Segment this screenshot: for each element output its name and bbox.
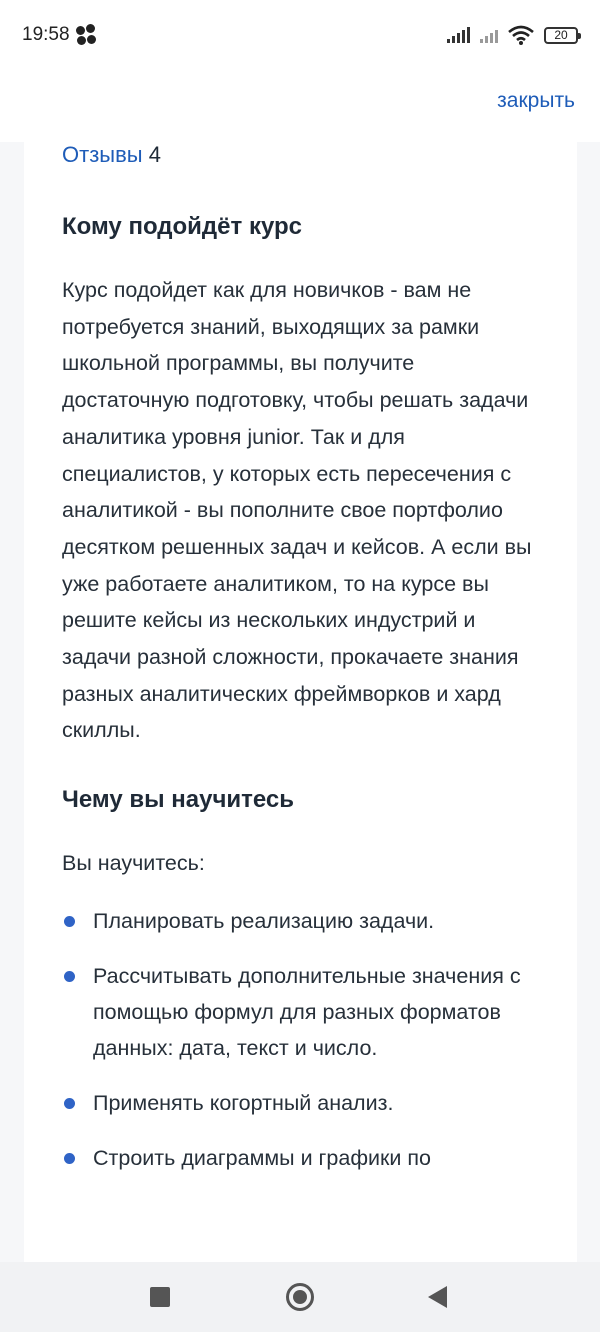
suitable-section-text: Курс подойдет как для новичков - вам не потребуется знаний, выходящих за рамки школьной программы, вы получите достаточную подготовку, чтобы решать задачи аналитика уровня junior. Так и для специалистов, у которых есть пересечения с аналитикой - вы пополните свое портфолио десятком решенных задач и кейсов. А если вы уже работаете аналитиком, то на курсе вы решите кейсы из нескольких индустрий и задачи разной сложности, прокачаете знания разных аналитических фреймворков и хард скиллы. — [62, 278, 532, 743]
list-item — [62, 1085, 539, 1121]
top-bar — [0, 70, 600, 142]
content-card — [24, 142, 577, 1262]
list-item — [62, 1140, 539, 1176]
list-item-text: Рассчитывать дополнительные значения с помощью формул для разных форматов данных: дата, текст и число. — [93, 964, 521, 1061]
back-triangle-icon[interactable] — [428, 1286, 447, 1308]
close-link[interactable]: закрыть — [497, 89, 575, 112]
reviews-row — [62, 142, 539, 168]
bullet-dot-icon — [64, 1153, 75, 1164]
content-inner — [24, 142, 577, 1176]
home-circle-icon[interactable] — [286, 1283, 314, 1311]
learn-section-title: Чему вы научитесь — [62, 786, 295, 814]
system-nav-bar — [0, 1262, 600, 1332]
status-left — [22, 24, 96, 46]
battery-icon: 20 — [544, 27, 578, 44]
status-right — [447, 25, 578, 45]
reviews-link[interactable]: Отзывы — [62, 142, 143, 167]
list-item — [62, 958, 539, 1066]
learn-list — [62, 903, 539, 1176]
bullet-dot-icon — [64, 916, 75, 927]
list-item-text: Строить диаграммы и графики по — [93, 1146, 432, 1171]
suitable-section-title: Кому подойдёт курс — [62, 213, 302, 240]
signal-no-service-icon — [480, 27, 498, 43]
notification-dots-icon — [76, 24, 96, 46]
reviews-count: 4 — [148, 142, 161, 167]
list-item — [62, 903, 539, 939]
list-item-text: Применять когортный анализ. — [93, 1091, 394, 1116]
wifi-icon — [508, 25, 534, 45]
status-bar — [0, 0, 600, 70]
bullet-dot-icon — [64, 971, 75, 982]
learn-intro: Вы научитесь: — [62, 851, 205, 876]
status-time: 19:58 — [22, 24, 70, 45]
signal-icon — [447, 27, 470, 43]
recents-square-icon[interactable] — [150, 1287, 170, 1307]
list-item-text: Планировать реализацию задачи. — [93, 909, 435, 934]
bullet-dot-icon — [64, 1098, 75, 1109]
